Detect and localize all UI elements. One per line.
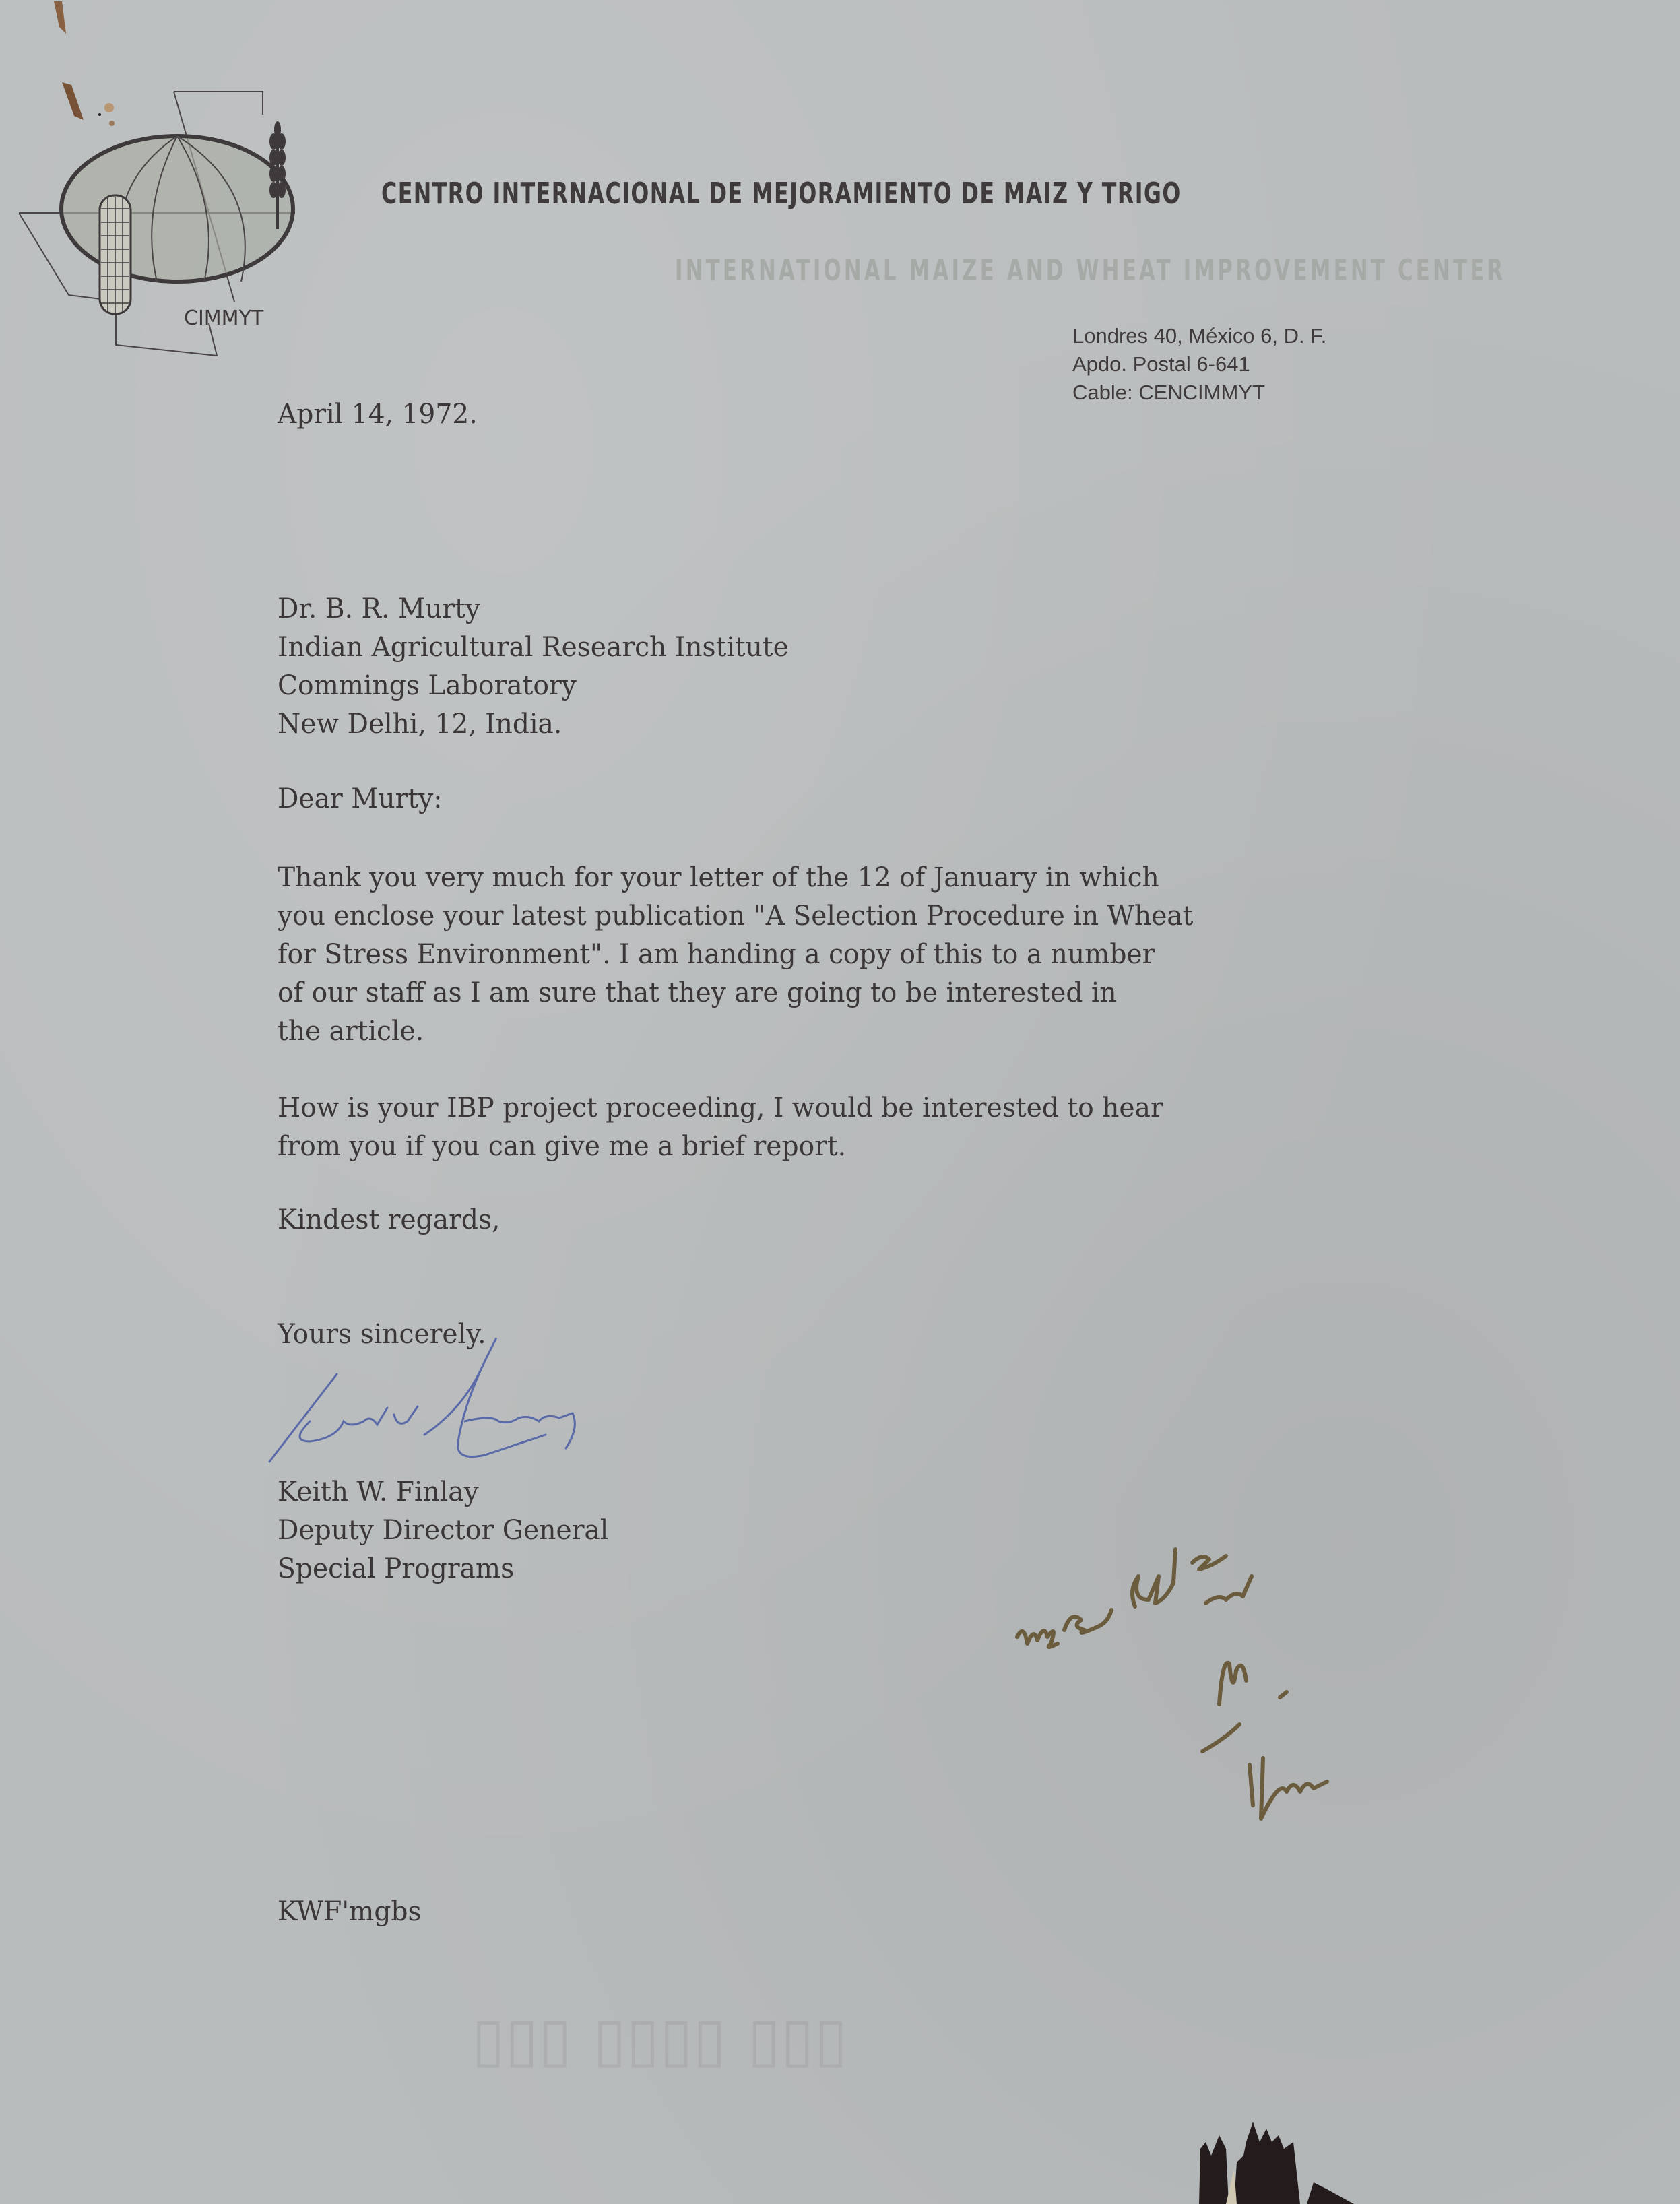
body-line: from you if you can give me a brief report.	[278, 1131, 847, 1162]
salutation: Dear Murty:	[278, 783, 443, 814]
recipient-line: New Delhi, 12, India.	[278, 709, 562, 740]
address-line: Apdo. Postal 6-641	[1072, 352, 1250, 376]
body-line: you enclose your latest publication "A Selection Procedure in Wheat	[278, 901, 1194, 932]
logo-text: CIMMYT	[184, 306, 264, 330]
body-line: Thank you very much for your letter of the 12 of January in which	[278, 862, 1159, 893]
body-paragraph-2	[278, 1089, 1163, 1166]
body-line: the article.	[278, 1016, 424, 1047]
recipient-line: Dr. B. R. Murty	[278, 593, 480, 624]
signer-department: Special Programs	[278, 1553, 515, 1584]
signer-name: Keith W. Finlay	[278, 1477, 479, 1508]
letter-date: April 14, 1972.	[278, 399, 478, 430]
address-line: Cable: CENCIMMYT	[1072, 381, 1265, 404]
body-line: of our staff as I am sure that they are going to be interested in	[278, 977, 1117, 1008]
address-line: Londres 40, México 6, D. F.	[1072, 324, 1327, 348]
reference-initials: KWF'mgbs	[278, 1896, 422, 1927]
sender-address	[1072, 322, 1326, 407]
recipient-line: Commings Laboratory	[278, 670, 577, 701]
recipient-block	[278, 590, 789, 744]
sign-off: Yours sincerely.	[278, 1319, 486, 1350]
body-paragraph-1	[278, 859, 1193, 1051]
signer-title: Deputy Director General	[278, 1515, 609, 1546]
cimmyt-logo	[19, 88, 349, 357]
org-name-english: INTERNATIONAL MAIZE AND WHEAT IMPROVEMENT CENTER	[675, 253, 1506, 288]
body-line: How is your IBP project proceeding, I would be interested to hear	[278, 1093, 1163, 1124]
body-line: for Stress Environment". I am handing a copy of this to a number	[278, 939, 1155, 970]
org-name-spanish: CENTRO INTERNACIONAL DE MEJORAMIENTO DE MAIZ Y TRIGO	[381, 176, 1182, 211]
handwritten-signature-icon	[263, 1327, 748, 1475]
closing: Kindest regards,	[278, 1204, 500, 1235]
handwritten-annotation-icon	[997, 1536, 1536, 1832]
burn-damage	[1199, 2108, 1680, 2204]
signer-block	[278, 1473, 608, 1588]
recipient-line: Indian Agricultural Research Institute	[278, 632, 789, 663]
bleed-through-text: ▯▯▯ ▯▯▯▯ ▯▯▯	[472, 2014, 847, 2085]
